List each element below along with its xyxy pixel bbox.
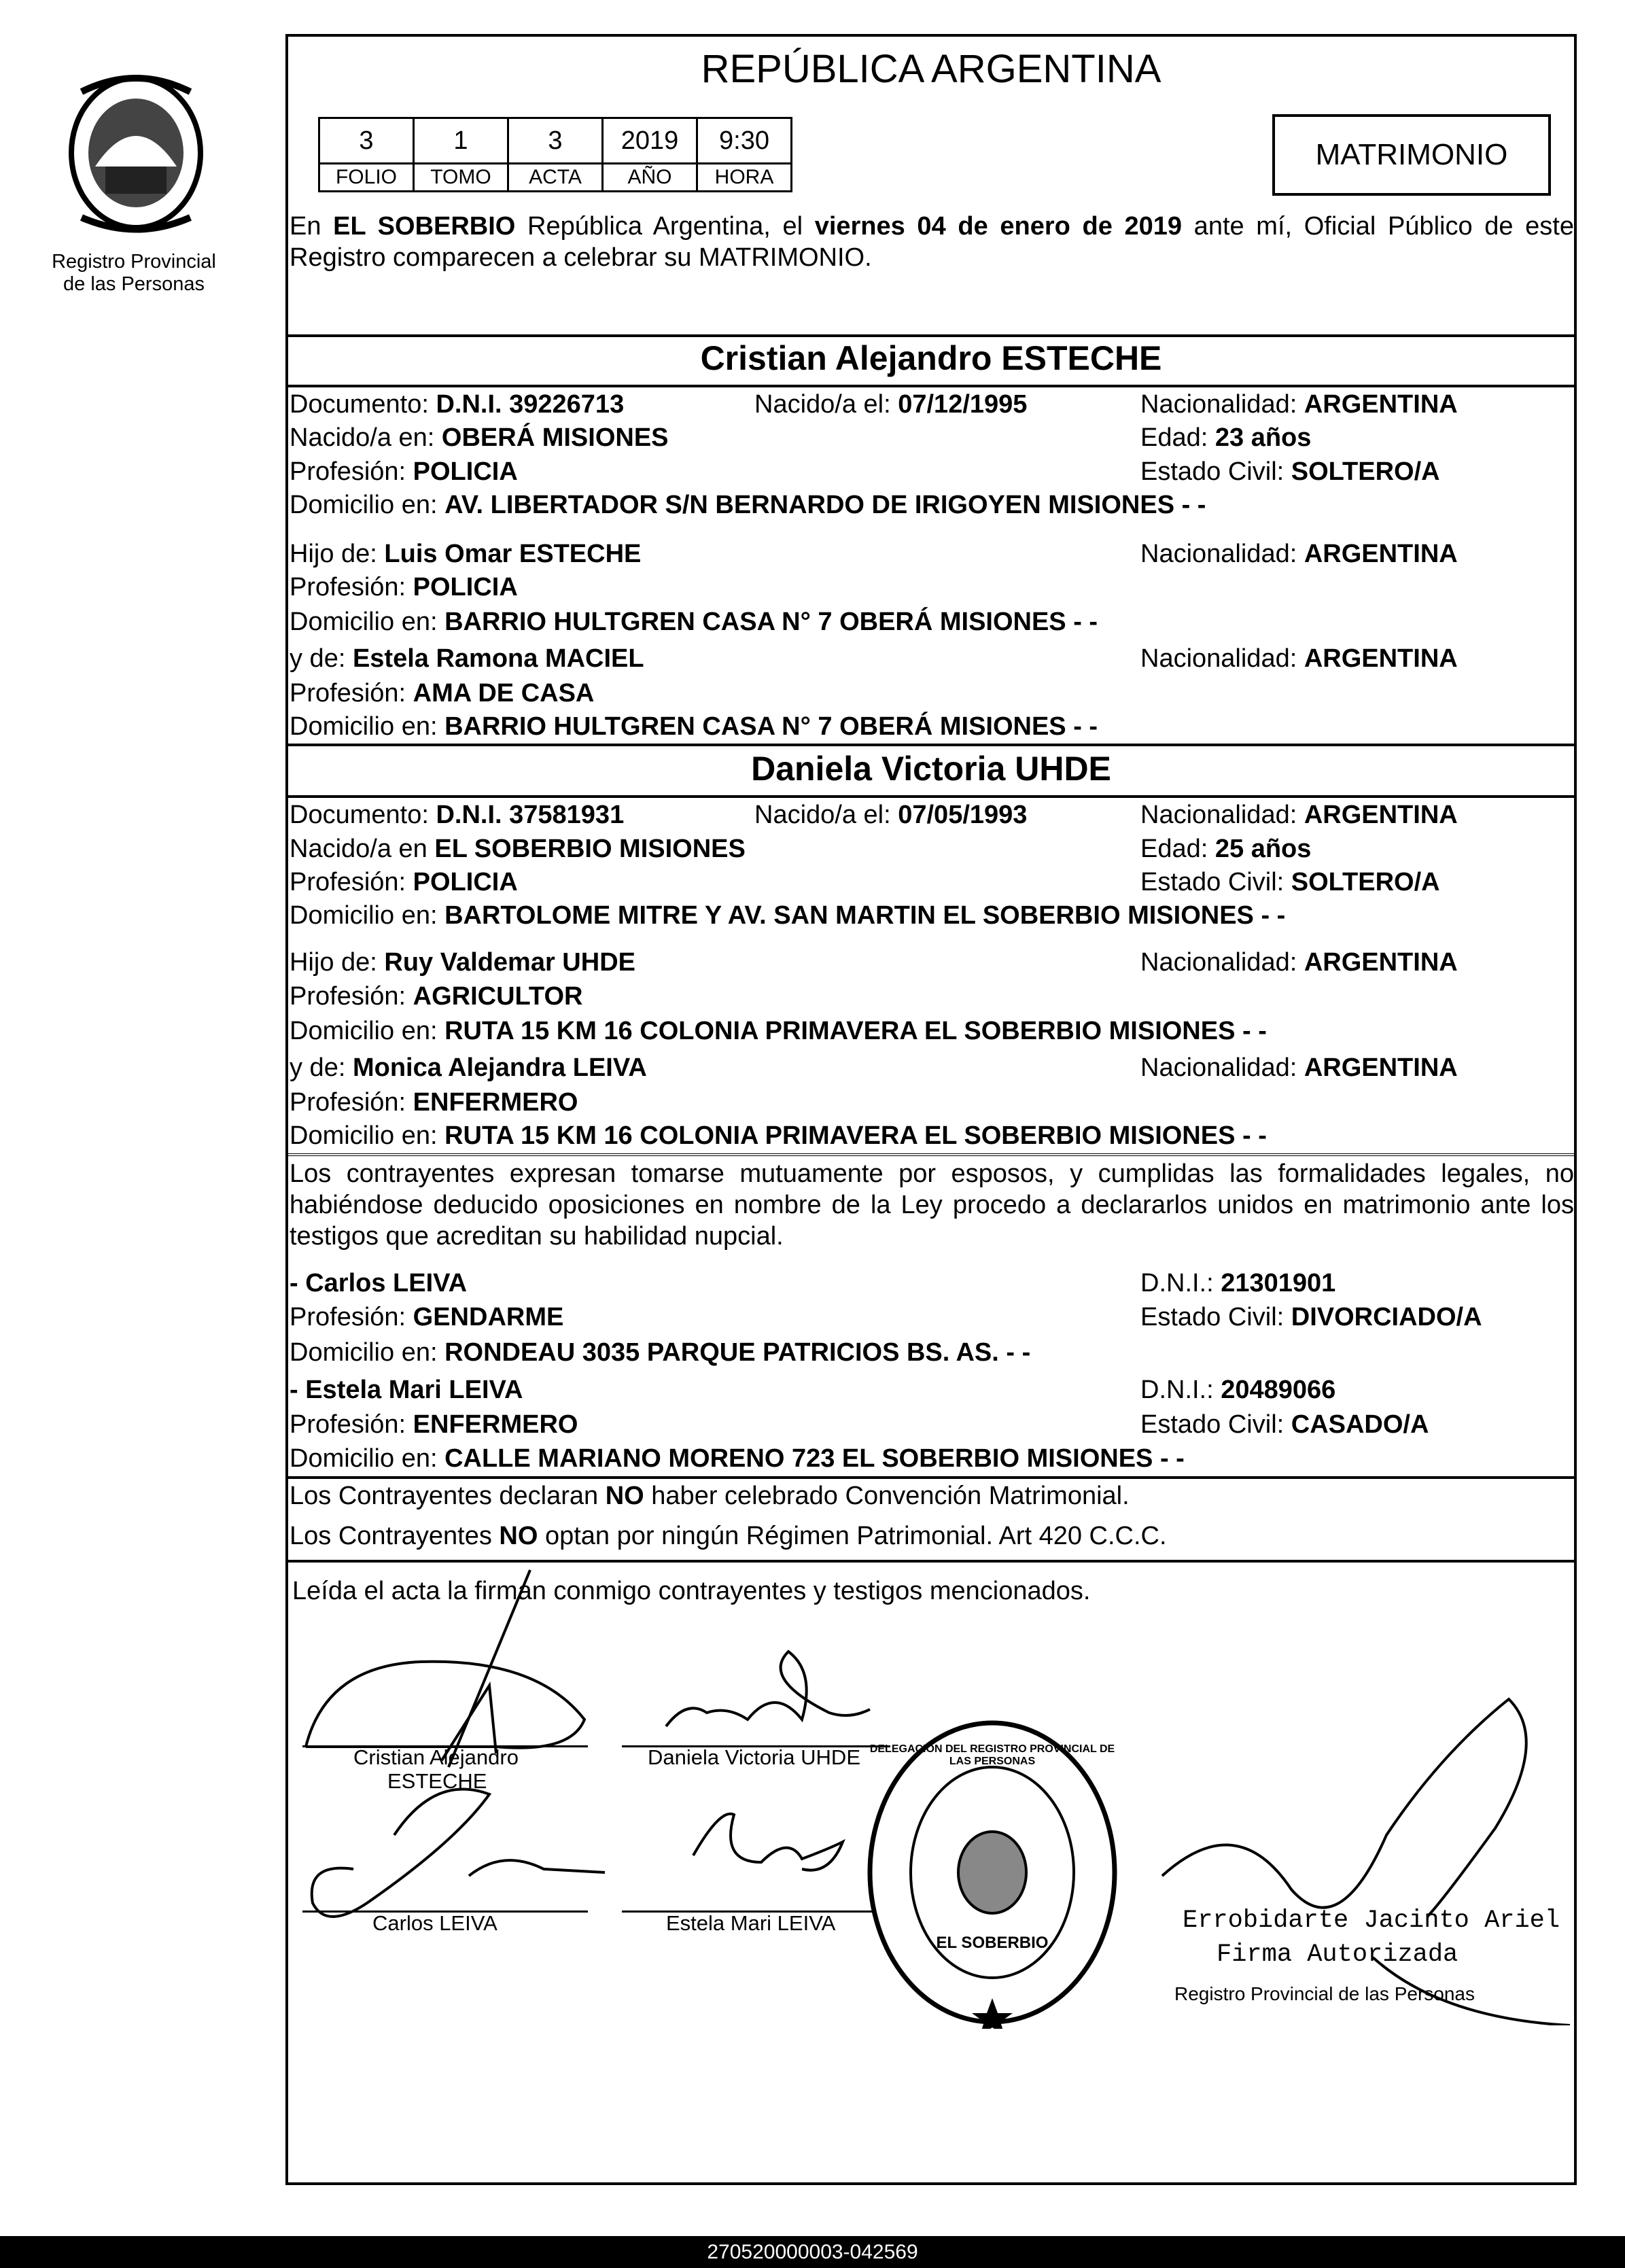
registry-table: [318, 117, 792, 192]
signature-caption-witness2: Estela Mari LEIVA: [666, 1911, 836, 1935]
spouse1-document: Documento: D.N.I. 39226713: [290, 390, 625, 419]
spouse2-address: Domicilio en: BARTOLOME MITRE Y AV. SAN MARTIN EL SOBERBIO MISIONES - -: [290, 901, 1286, 930]
witness1-profession: Profesión: GENDARME: [290, 1303, 564, 1331]
logo-caption-line1: Registro Provincial: [52, 251, 216, 273]
official-organization: Registro Provincial de las Personas: [1174, 1983, 1475, 2004]
folio-value: 3: [319, 118, 414, 164]
patrimonial-regime-statement: Los Contrayentes NO optan por ningún Régimen Patrimonial. Art 420 C.C.C.: [290, 1522, 1167, 1550]
spouse2-document: Documento: D.N.I. 37581931: [290, 801, 625, 829]
official-name: Errobidarte Jacinto Ariel: [1183, 1906, 1560, 1935]
witness2-address: Domicilio en: CALLE MARIANO MORENO 723 EL SOBERBIO MISIONES - -: [290, 1444, 1185, 1473]
spouse1-birthplace: Nacido/a en: OBERÁ MISIONES: [290, 423, 669, 452]
official-role: Firma Autorizada: [1217, 1940, 1458, 1969]
spouse2-father-address: Domicilio en: RUTA 15 KM 16 COLONIA PRIMAVERA EL SOBERBIO MISIONES - -: [290, 1017, 1267, 1045]
tomo-value: 1: [414, 118, 508, 164]
spouse2-profession: Profesión: POLICIA: [290, 868, 518, 896]
witness1-dni: D.N.I.: 21301901: [1140, 1269, 1336, 1297]
closing-statement: Leída el acta la firman conmigo contrayentes y testigos mencionados.: [292, 1577, 1091, 1605]
acta-value: 3: [508, 118, 603, 164]
act-type-box: MATRIMONIO: [1272, 114, 1551, 196]
signature-caption-witness1: Carlos LEIVA: [372, 1911, 497, 1935]
witness2-name: - Estela Mari LEIVA: [290, 1376, 523, 1404]
spouse2-civil-status: Estado Civil: SOLTERO/A: [1140, 868, 1440, 896]
spouse2-age: Edad: 25 años: [1140, 835, 1312, 863]
spouse1-born: Nacido/a el: 07/12/1995: [754, 390, 1028, 419]
spouse2-mother-address: Domicilio en: RUTA 15 KM 16 COLONIA PRIMAVERA EL SOBERBIO MISIONES - -: [290, 1121, 1267, 1150]
anio-value: 2019: [603, 118, 697, 164]
spouse2-father-profession: Profesión: AGRICULTOR: [290, 982, 583, 1011]
spouse2-born: Nacido/a el: 07/05/1993: [754, 801, 1028, 829]
convention-statement: Los Contrayentes declaran NO haber celebrado Convención Matrimonial.: [290, 1482, 1130, 1510]
spouse1-age: Edad: 23 años: [1140, 423, 1312, 452]
signature-caption-spouse2: Daniela Victoria UHDE: [648, 1745, 860, 1769]
witness2-civil-status: Estado Civil: CASADO/A: [1140, 1410, 1429, 1439]
witness2-dni: D.N.I.: 20489066: [1140, 1376, 1336, 1404]
spouse2-father-nationality: Nacionalidad: ARGENTINA: [1140, 948, 1458, 977]
spouse1-civil-status: Estado Civil: SOLTERO/A: [1140, 457, 1440, 486]
spouse1-profession: Profesión: POLICIA: [290, 457, 518, 486]
logo-caption-line2: de las Personas: [63, 273, 205, 295]
stamp-place: EL SOBERBIO: [936, 1934, 1049, 1952]
spouse1-mother-profession: Profesión: AMA DE CASA: [290, 679, 595, 708]
witness1-name: - Carlos LEIVA: [290, 1269, 468, 1297]
spouse1-nationality: Nacionalidad: ARGENTINA: [1140, 390, 1458, 419]
spouse1-name: Cristian Alejandro ESTECHE: [700, 339, 1162, 377]
intro-paragraph: En EL SOBERBIO República Argentina, el viernes 04 de enero de 2019 ante mí, Oficial Público de este Registro comparecen a celebrar su MATRIMONIO.: [290, 212, 1574, 272]
spouse1-mother-address: Domicilio en: BARRIO HULTGREN CASA N° 7 OBERÁ MISIONES - -: [290, 712, 1098, 741]
spouse1-father-nationality: Nacionalidad: ARGENTINA: [1140, 540, 1458, 568]
spouse2-father: Hijo de: Ruy Valdemar UHDE: [290, 948, 635, 977]
folio-label: FOLIO: [319, 164, 414, 192]
hora-value: 9:30: [697, 118, 792, 164]
spouse2-name: Daniela Victoria UHDE: [751, 750, 1111, 788]
acta-label: ACTA: [508, 164, 603, 192]
spouse2-mother-nationality: Nacionalidad: ARGENTINA: [1140, 1053, 1458, 1082]
spouse1-mother: y de: Estela Ramona MACIEL: [290, 644, 644, 673]
signature-caption-spouse1-line1: Cristian Alejandro: [353, 1745, 519, 1769]
official-stamp: [863, 1716, 1121, 2029]
document-footer-id: 270520000003-042569: [0, 2236, 1625, 2268]
anio-label: AÑO: [603, 164, 697, 192]
spouse2-nationality: Nacionalidad: ARGENTINA: [1140, 801, 1458, 829]
spouse2-mother-profession: Profesión: ENFERMERO: [290, 1088, 578, 1117]
page-title: REPÚBLICA ARGENTINA: [701, 47, 1161, 91]
tomo-label: TOMO: [414, 164, 508, 192]
hora-label: HORA: [697, 164, 792, 192]
witness1-civil-status: Estado Civil: DIVORCIADO/A: [1140, 1303, 1482, 1331]
spouse1-address: Domicilio en: AV. LIBERTADOR S/N BERNARDO DE IRIGOYEN MISIONES - -: [290, 491, 1206, 519]
spouse1-mother-nationality: Nacionalidad: ARGENTINA: [1140, 644, 1458, 673]
stamp-text: DELEGACION DEL REGISTRO PROVINCIAL DE LAS PERSONAS: [869, 1743, 1115, 1767]
spouse1-father-profession: Profesión: POLICIA: [290, 573, 518, 601]
witness2-profession: Profesión: ENFERMERO: [290, 1410, 578, 1439]
declaration-paragraph: Los contrayentes expresan tomarse mutuamente por esposos, y cumplidas las formalidades legales, no habiéndose deducido oposiciones en nombre de la Ley procedo a declararlos unidos en matrimonio ante los testigos que acreditan su habilidad nupcial.: [290, 1159, 1574, 1251]
signature-caption-spouse1-line2: ESTECHE: [387, 1769, 487, 1793]
province-seal-logo: [54, 65, 217, 238]
spouse2-birthplace: Nacido/a en EL SOBERBIO MISIONES: [290, 835, 746, 863]
spouse2-mother: y de: Monica Alejandra LEIVA: [290, 1053, 647, 1082]
spouse1-father-address: Domicilio en: BARRIO HULTGREN CASA N° 7 OBERÁ MISIONES - -: [290, 608, 1098, 636]
witness1-address: Domicilio en: RONDEAU 3035 PARQUE PATRICIOS BS. AS. - -: [290, 1338, 1031, 1367]
spouse1-father: Hijo de: Luis Omar ESTECHE: [290, 540, 642, 568]
